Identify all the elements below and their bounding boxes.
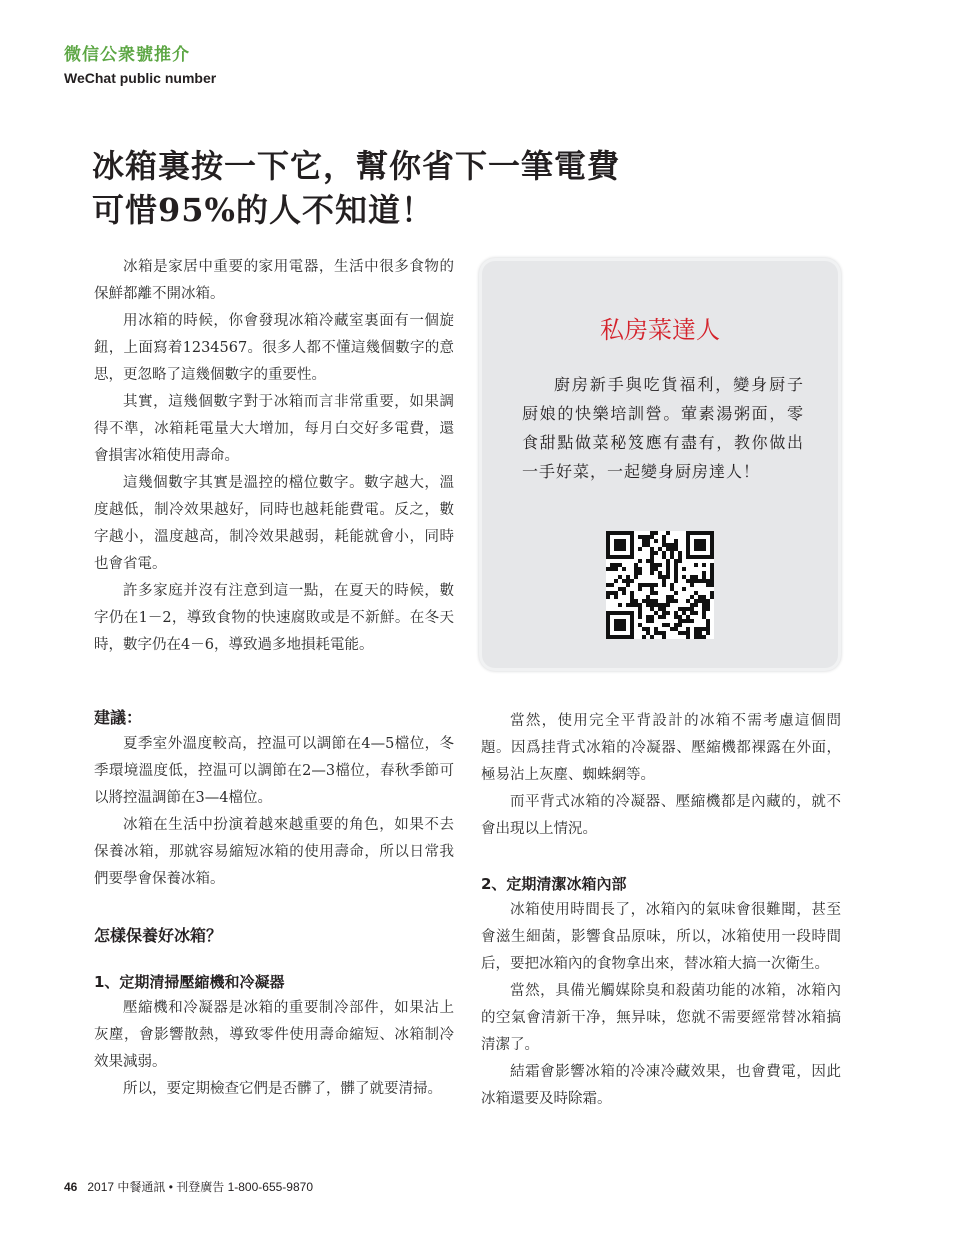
paragraph: 當然，使用完全平背設計的冰箱不需考慮這個問題。因爲挂背式冰箱的冷凝器、壓縮機都裸露在外面，極易沾上灰塵、蜘蛛網等。: [481, 713, 841, 783]
paragraph: 許多家庭并沒有注意到這一點，在夏天的時候，數字仍在1－2，導致食物的快速腐敗或是不新鮮。在冬天時，數字仍在4－6，導致過多地損耗電能。: [94, 583, 454, 653]
promo-text: 廚房新手與吃貨福利，變身厨子厨娘的快樂培訓營。葷素湯粥面，零食甜點做菜秘笈應有盡有，教你做出一手好菜，一起變身厨房達人！: [522, 375, 804, 481]
promo-text-block: [522, 370, 804, 486]
paragraph: 所以，要定期檢查它們是否髒了，髒了就要清掃。: [123, 1081, 442, 1097]
paragraph: 夏季室外溫度較高，控温可以調節在4—5檔位，冬季環境溫度低，控温可以調節在2—3檔位，春秋季節可以將控温調節在3—4檔位。: [94, 736, 454, 806]
article-title: [92, 144, 620, 232]
promo-box: [479, 258, 841, 671]
paragraph: 其實，這幾個數字對于冰箱而言非常重要，如果調得不準，冰箱耗電量大大增加，每月白交好多電費，還會損害冰箱使用壽命。: [94, 394, 454, 464]
footer-text: 2017 中餐通訊 • 刊登廣告 1-800-655-9870: [87, 1180, 313, 1194]
article-title-line-2: 可惜95%的人不知道！: [92, 191, 434, 229]
suggest-heading: 建議：: [94, 708, 143, 727]
paragraph: 冰箱使用時間長了，冰箱內的氣味會很難聞，甚至會滋生細菌，影響食品原味，所以，冰箱使用一段時間后，要把冰箱內的食物拿出來，替冰箱大搞一次衛生。: [481, 902, 841, 972]
paragraph: 冰箱在生活中扮演着越來越重要的角色，如果不去保養冰箱，那就容易縮短冰箱的使用壽命，所以日常我們要學會保養冰箱。: [94, 817, 454, 887]
section-2-heading: 2、定期清潔冰箱內部: [481, 875, 627, 893]
paragraph: 當然，具備光觸媒除臭和殺菌功能的冰箱，冰箱內的空氣會清新干净，無异味，您就不需要經常替冰箱搞清潔了。: [481, 983, 841, 1053]
section-1-heading: 1、定期清掃壓縮機和冷凝器: [94, 973, 285, 991]
page-number: 46: [64, 1180, 78, 1194]
article-title-line-1: 冰箱裏按一下它，幫你省下一筆電費: [92, 147, 621, 185]
right-column: [481, 708, 841, 1113]
section-label-en: WeChat public number: [64, 70, 217, 86]
intro-column: [94, 254, 454, 659]
paragraph: 結霜會影響冰箱的冷凍冷藏效果，也會費電，因此冰箱還要及時除霜。: [481, 1064, 841, 1107]
paragraph: 而平背式冰箱的冷凝器、壓縮機都是內藏的，就不會出現以上情況。: [481, 794, 841, 837]
promo-title: 私房菜達人: [600, 316, 720, 344]
suggest-column: [94, 705, 454, 1103]
paragraph: 壓縮機和冷凝器是冰箱的重要制冷部件，如果沾上灰塵，會影響散熱，導致零件使用壽命縮短、冰箱制冷效果減弱。: [94, 1000, 454, 1070]
paragraph: 用冰箱的時候，你會發現冰箱冷藏室裏面有一個旋鈕，上面寫着1234567。很多人都不懂這幾個數字的意思，更忽略了這幾個數字的重要性。: [94, 313, 454, 383]
paragraph: 這幾個數字其實是溫控的檔位數字。數字越大，溫度越低，制冷效果越好，同時也越耗能費電。反之，數字越小，溫度越高，制冷效果越弱，耗能就會小，同時也會省電。: [94, 475, 454, 572]
care-heading: 怎樣保養好冰箱？: [94, 926, 223, 945]
paragraph: 冰箱是家居中重要的家用電器，生活中很多食物的保鮮都離不開冰箱。: [94, 259, 454, 302]
qr-code-icon[interactable]: [606, 531, 714, 639]
section-label: 微信公衆號推介: [64, 45, 190, 65]
page-footer: [64, 1178, 313, 1195]
